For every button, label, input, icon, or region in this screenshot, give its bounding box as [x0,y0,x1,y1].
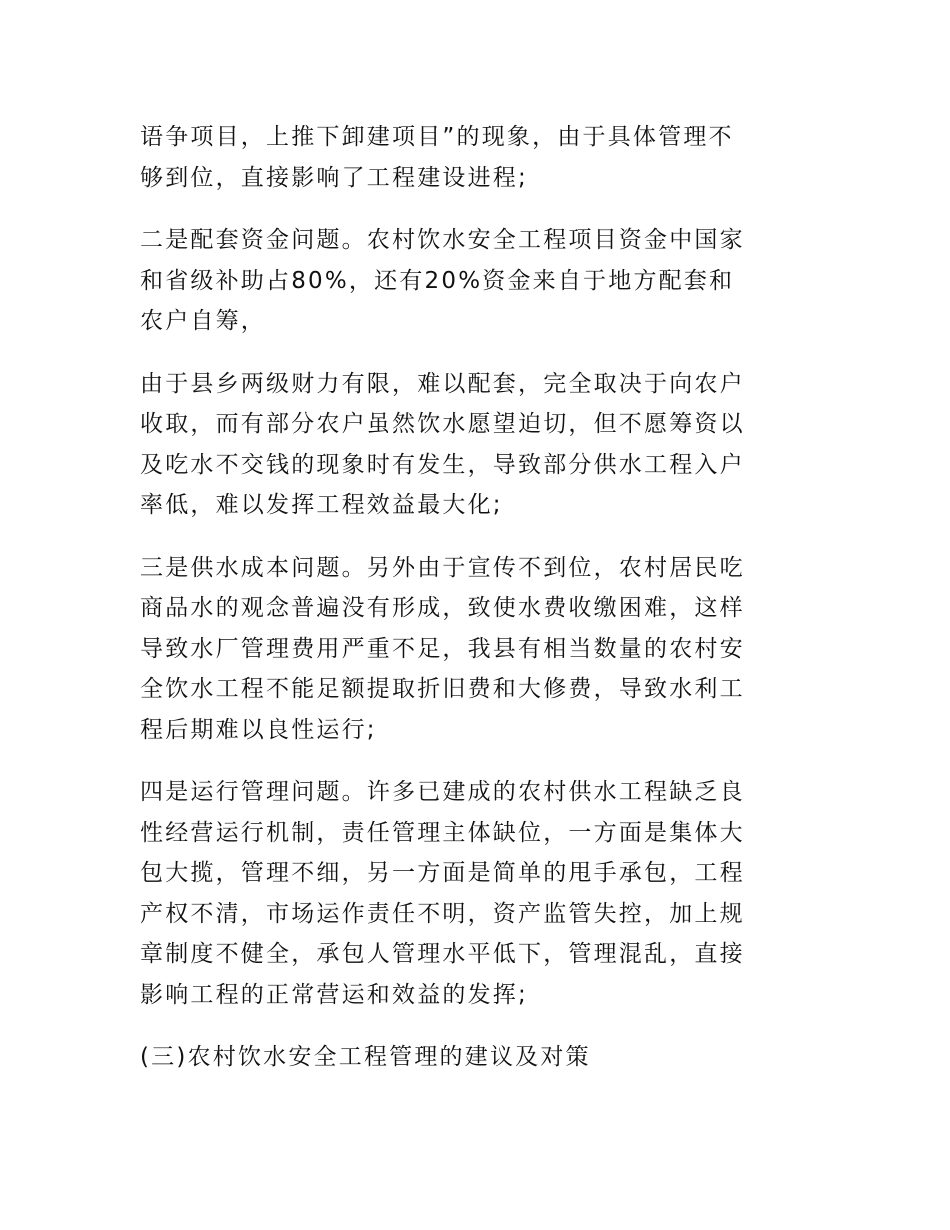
paragraph-4 [140,548,800,751]
section-heading: (三)农村饮水安全工程管理的建议及对策 [140,1044,591,1070]
text-line: 产权不清，市场运作责任不明，资产监管失控，加上规 [140,900,745,927]
text-line: 二是配套资金问题。农村饮水安全工程项目资金中国家 [140,227,745,253]
paragraph-3 [140,364,800,526]
text-line: 语争项目，上推下卸建项目”的现象，由于具体管理不 [140,124,734,150]
text-line: 收取，而有部分农户虽然饮水愿望迫切，但不愿筹资以 [140,411,745,437]
text-line: 全饮水工程不能足额提取折旧费和大修费，导致水利工 [140,676,745,702]
text-line: 够到位，直接影响了工程建设进程; [140,164,528,191]
text-line: 程后期难以良性运行; [140,716,377,743]
paragraph-2 [140,220,800,342]
text-line: 由于县乡两级财力有限，难以配套，完全取决于向农户 [140,370,745,397]
text-line: 性经营运行机制，责任管理主体缺位，一方面是集体大 [140,819,745,846]
text-line: 影响工程的正常营运和效益的发挥; [140,981,528,1008]
text-line: 率低，难以发挥工程效益最大化; [140,492,503,518]
text-line: 和省级补助占80%，还有20%资金来自于地方配套和 [140,267,735,294]
text-line: 商品水的观念普遍没有形成，致使水费收缴困难，这样 [140,595,745,621]
text-line: 农户自筹， [140,308,266,334]
text-line: 及吃水不交钱的现象时有发生，导致部分供水工程入户 [140,451,745,478]
paragraph-1 [140,117,800,198]
text-line: 章制度不健全，承包人管理水平低下，管理混乱，直接 [140,941,745,967]
text-line: 四是运行管理问题。许多已建成的农村供水工程缺乏良 [140,779,745,805]
paragraph-5 [140,772,800,1015]
document-body [140,117,800,1078]
text-line: 包大揽，管理不细，另一方面是简单的甩手承包，工程 [140,860,745,886]
text-line: 三是供水成本问题。另外由于宣传不到位，农村居民吃 [140,554,745,581]
text-line: 导致水厂管理费用严重不足，我县有相当数量的农村安 [140,635,745,662]
